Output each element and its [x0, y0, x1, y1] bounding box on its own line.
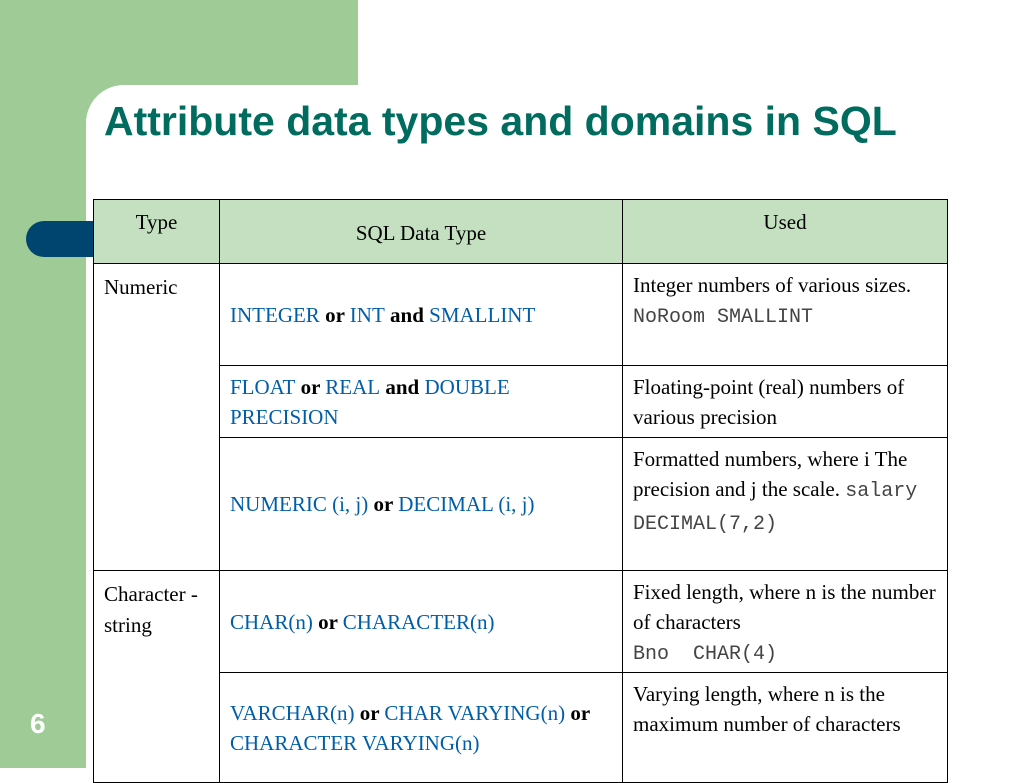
sql-connector: and [380, 374, 425, 399]
header-used: Used [623, 200, 948, 264]
usage-cell [623, 673, 948, 783]
sql-keyword: DOUBLE PRECISION [230, 374, 510, 429]
sql-keyword: CHARACTER VARYING(n) [230, 730, 480, 755]
header-sql-data-type: SQL Data Type [220, 200, 623, 264]
header-type: Type [94, 200, 220, 264]
sql-keyword: INTEGER [230, 302, 320, 327]
sql-keyword: VARCHAR(n) [230, 700, 355, 725]
sql-keyword: DECIMAL (i, j) [398, 492, 535, 516]
table-row [94, 673, 948, 783]
usage-example: salary DECIMAL(7,2) [633, 480, 918, 536]
sql-connector: or [368, 492, 399, 516]
sql-type-cell [220, 673, 623, 783]
sql-type-cell [220, 571, 623, 673]
sql-connector: or [312, 609, 343, 634]
usage-example: NoRoom SMALLINT [633, 306, 814, 329]
slide-title: Attribute data types and domains in SQL [104, 98, 897, 144]
sql-connector: or [565, 700, 590, 725]
table-row [94, 366, 948, 438]
sql-keyword: CHAR VARYING(n) [384, 700, 566, 725]
table-header-row [94, 200, 948, 264]
category-numeric: Numeric [94, 264, 220, 571]
sql-type-cell [220, 438, 623, 571]
table-row [94, 571, 948, 673]
category-character-string: Character -string [94, 571, 220, 783]
usage-text: Fixed length, where n is the number of characters [633, 580, 936, 634]
sql-connector: or [295, 374, 326, 399]
sql-type-cell [220, 366, 623, 438]
usage-text: Varying length, where n is the maximum number of characters [633, 682, 901, 736]
sql-keyword: FLOAT [230, 374, 296, 399]
sql-keyword: CHAR(n) [230, 609, 313, 634]
table-row [94, 264, 948, 366]
page-number: 6 [30, 708, 46, 739]
sql-keyword: REAL [325, 374, 381, 399]
sql-keyword: NUMERIC (i, j) [230, 492, 369, 516]
usage-cell [623, 438, 948, 571]
sql-type-cell [220, 264, 623, 366]
usage-cell [623, 366, 948, 438]
table-row [94, 438, 948, 571]
sql-keyword: SMALLINT [429, 302, 536, 327]
sql-connector: or [354, 700, 385, 725]
sql-connector: and [384, 302, 430, 327]
usage-cell [623, 571, 948, 673]
usage-example: Bno CHAR(4) [633, 643, 778, 666]
usage-cell [623, 264, 948, 366]
sql-connector: or [319, 302, 350, 327]
usage-text: Floating-point (real) numbers of various precision [633, 375, 905, 429]
sql-keyword: CHARACTER(n) [342, 609, 495, 634]
data-types-table [93, 199, 948, 783]
usage-text: Integer numbers of various sizes. [633, 273, 912, 297]
sql-keyword: INT [349, 302, 385, 327]
usage-text: Formatted numbers, where i The precision and j the scale. [633, 447, 908, 501]
